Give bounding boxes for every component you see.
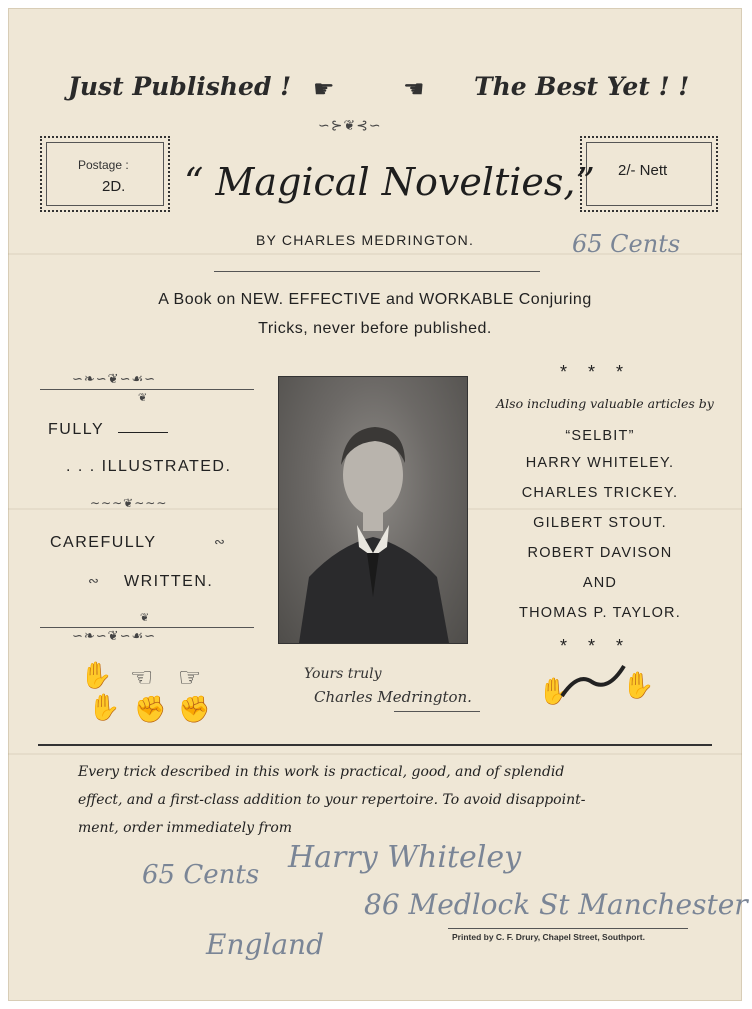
- portrait-figure-icon: [279, 377, 467, 643]
- divider-rule: [40, 627, 254, 628]
- ornament-small-icon: ❦: [138, 391, 149, 404]
- stars-top: * * *: [560, 362, 632, 382]
- curl-ornament-icon: ∾: [214, 535, 226, 550]
- pointing-hand-left-icon: ☚: [403, 76, 425, 103]
- hand-coin-icon: ✋: [80, 660, 113, 690]
- pencil-price-note: 65 Cents: [572, 230, 681, 258]
- handwritten-address: 86 Medlock St Manchester: [364, 888, 748, 921]
- section-divider: [38, 744, 712, 746]
- footer-text-line-3: ment, order immediately from: [78, 820, 293, 836]
- hand-left-icon: ✋: [538, 676, 571, 706]
- hand-grip-icon: ✊: [178, 694, 211, 724]
- flyer-sheet: [8, 8, 748, 1001]
- ornament-small-icon: ❦: [140, 611, 151, 624]
- rope-icon: [558, 662, 628, 702]
- divider-rule: [40, 389, 254, 390]
- carefully-label: CAREFULLY: [50, 534, 157, 551]
- hand-ball-icon: ✊: [134, 694, 167, 724]
- curl-ornament-icon: ∾: [88, 574, 100, 589]
- ornament-flourish-icon: ∽⊱❦⊰∽: [318, 118, 382, 134]
- pointing-hand-right-icon: ☛: [313, 76, 335, 103]
- ornament-scroll-icon: ∽❧∽❦∽☙∽: [72, 372, 157, 387]
- book-title: “ Magical Novelties,”: [184, 160, 595, 204]
- author-portrait: [278, 376, 468, 644]
- contributor-name: ROBERT DAVISON: [527, 545, 673, 561]
- header-best-yet: The Best Yet ! !: [474, 72, 690, 101]
- rope-trick-illustration: [538, 662, 658, 722]
- fold-line: [8, 753, 742, 755]
- price-value: 2/- Nett: [618, 162, 668, 179]
- footer-text-line-1: Every trick described in this work is practical, good, and of splendid: [78, 764, 565, 780]
- description-line-1: A Book on NEW. EFFECTIVE and WORKABLE Conjuring: [158, 291, 592, 308]
- hand-card-icon: ☜: [130, 662, 154, 692]
- price-frame: [580, 136, 718, 212]
- handwritten-name: Harry Whiteley: [288, 840, 522, 875]
- hand-right-icon: ✋: [622, 670, 655, 700]
- also-including: Also including valuable articles by: [496, 396, 714, 411]
- handwritten-country: England: [206, 928, 325, 961]
- written-label: WRITTEN.: [124, 573, 214, 590]
- signature-name: Charles Medrington.: [314, 688, 472, 706]
- description-line-2: Tricks, never before published.: [258, 320, 492, 337]
- header-just-published: Just Published !: [68, 72, 292, 101]
- footer-text-line-2: effect, and a first-class addition to your repertoire. To avoid disappoint-: [78, 792, 586, 808]
- dash-rule: [118, 432, 168, 433]
- ornament-divider-icon: ∼∼∼❦∼∼∼: [90, 496, 168, 510]
- fully-label: FULLY: [48, 421, 105, 438]
- printer-credit: Printed by C. F. Drury, Chapel Street, Southport.: [452, 932, 646, 942]
- contributor-name: THOMAS P. TAYLOR.: [519, 605, 681, 621]
- illustrated-label: . . . ILLUSTRATED.: [66, 458, 232, 475]
- divider-rule: [214, 271, 540, 272]
- hand-palm-icon: ☞: [178, 662, 202, 692]
- contributor-name: AND: [582, 575, 618, 591]
- stars-bottom: * * *: [560, 636, 632, 656]
- ornament-scroll-icon: ∽❧∽❦∽☙∽: [72, 629, 157, 644]
- signature-greeting: Yours truly: [304, 666, 382, 682]
- printer-rule: [448, 928, 688, 929]
- contributor-name: “SELBIT”: [565, 428, 635, 444]
- postage-frame: [40, 136, 170, 212]
- signature-underline: [394, 711, 480, 712]
- postage-label: Postage :: [78, 158, 129, 172]
- contributor-name: GILBERT STOUT.: [533, 515, 667, 531]
- postage-value: 2D.: [102, 178, 126, 195]
- hand-open-icon: ✋: [88, 692, 121, 722]
- contributor-name: CHARLES TRICKEY.: [521, 485, 679, 501]
- handwritten-price: 65 Cents: [142, 860, 260, 890]
- contributor-name: HARRY WHITELEY.: [525, 455, 675, 471]
- byline: BY CHARLES MEDRINGTON.: [256, 232, 475, 248]
